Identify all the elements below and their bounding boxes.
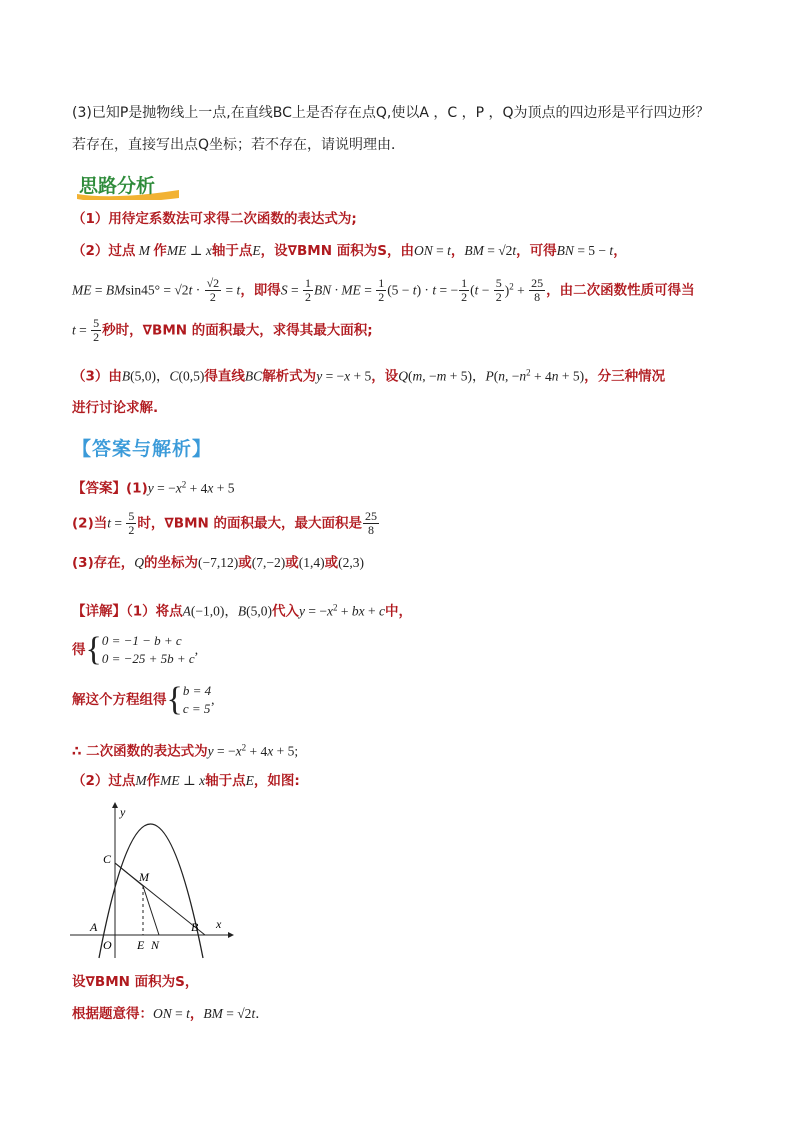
y-axis-arrow [112, 802, 118, 808]
analysis-p4: t = $\frac{5}{2}$ 秒时，∇BMN 的面积最大，求得其最大面积; [72, 316, 373, 344]
text-frag: ，如图: [253, 773, 300, 789]
label-o: O [103, 938, 112, 952]
text-frag: (3)存在， [72, 555, 135, 571]
analysis-p6: 进行讨论求解. [72, 400, 159, 416]
text-frag: (1) [126, 480, 148, 497]
text-frag: 轴于点 [205, 773, 246, 789]
detail-1: 【详解】（1）将点A(−1,0)，B(5,0)代入$y = -x^2$ + bx + c中， [72, 602, 412, 620]
text-frag: ，设∇BMN 面积为S，由 [260, 243, 414, 259]
question-line-2: 若存在，直接写出点Q坐标；若不存在，请说明理由． [72, 137, 406, 153]
text-frag: 【答案】 [72, 480, 126, 497]
text-frag: 作 [153, 243, 167, 259]
text-frag: 秒时，∇BMN 的面积最大，求得其最大面积; [102, 322, 373, 339]
detail-4: ∴ 二次函数的表达式为$y = -x^2 + 4x + 5$; [72, 742, 299, 760]
detail-3: 解这个方程组得{ b = 4 c = 5 , [72, 681, 215, 718]
label-n: N [151, 938, 160, 952]
text-frag: 解这个方程组得 [72, 692, 167, 708]
text-frag: 或 [324, 555, 339, 571]
text-frag: ∴ 二次函数的表达式为 [72, 743, 208, 760]
text-frag: 解析式为 [262, 368, 317, 385]
text-frag: 或 [238, 555, 252, 571]
label-m: M [139, 870, 149, 884]
analysis-p1: （1）用待定系数法可求得二次函数的表达式为; [72, 211, 357, 227]
answer-1: 【答案】$(1)y = -x^2 + 4x + 5$ [72, 479, 235, 497]
text-frag: （2）过点 [72, 773, 136, 789]
text-frag: （1）将点 [126, 603, 183, 620]
question-line-1: (3)已知P是抛物线上一点,在直线BC上是否存在点Q,使以A ，C ，P ，Q为顶点的四边形是平行四边形？ [72, 105, 710, 121]
parabola-figure [68, 800, 238, 960]
detail-7: 根据题意得：ON = t，BM = √2t． [72, 1006, 269, 1022]
analysis-p3: ME = BMsin45° = √2t · $\frac{√2}{2}$ = t，即得S = $\frac{1}{2}$ BN · ME = $\frac{1}{2}$ (5 − t) · t = − $\frac{1}{2}$ (t − $\frac{5}{2}$ )$^2$ + $\frac{25}{8}$ ，由二次函数性质可得当 [72, 276, 695, 304]
detail-2: 得{ 0 = −1 − b + c 0 = −25 + 5b + c , [72, 631, 199, 668]
text-frag: （3）由 [72, 368, 122, 385]
text-frag: ，设 [371, 368, 399, 385]
detail-6: 设∇BMN 面积为S， [72, 974, 199, 990]
label-x: x [216, 917, 222, 931]
answer-2: (2)当t = $\frac{5}{2}$ 时，∇BMN 的面积最大，最大面积是 $\frac{25}{8}$ [72, 509, 378, 537]
label-e: E [137, 938, 145, 952]
label-a: A [90, 920, 98, 934]
detail-5: （2）过点M作ME ⊥ x轴于点E，如图: [72, 773, 300, 789]
text-frag: 得 [72, 642, 86, 658]
text-frag: ，分三种情况 [584, 368, 666, 385]
text-frag: 轴于点 [211, 243, 253, 259]
text-frag: 作 [146, 773, 161, 789]
label-c: C [103, 852, 112, 866]
text-frag: 代入 [272, 603, 300, 620]
label-y: y [120, 805, 126, 819]
x-axis-arrow [228, 932, 234, 938]
analysis-p2: （2）过点 M 作ME ⊥ x轴于点E，设∇BMN 面积为S，由ON = t，BM = √2t，可得BN = 5 − t， [72, 243, 627, 259]
analysis-badge-text: 思路分析 [79, 175, 156, 197]
text-frag: 的坐标为 [143, 555, 198, 571]
text-frag: 或 [285, 555, 299, 571]
analysis-badge [75, 172, 181, 200]
text-frag: 【详解】 [72, 603, 126, 620]
text-frag: ，由二次函数性质可得当 [546, 282, 695, 299]
answer-section-title: 【答案与解析】 [72, 438, 213, 460]
text-frag: ，即得 [240, 282, 281, 299]
line-mn [143, 886, 159, 935]
answer-3: (3)存在，Q的坐标为(−7,12)或(7,−2)或(1,4)或(2,3) [72, 555, 364, 571]
text-frag: 时，∇BMN 的面积最大，最大面积是 [137, 515, 363, 532]
analysis-p5: （3）由B(5,0)，C(0,5)得直线BC解析式为y = −x + 5，设Q(m, −m + 5)，P(n, $-n^2 + 4n + 5$)，分三种情况 [72, 367, 666, 385]
text-frag: （2）过点 [72, 243, 136, 259]
text-frag: 根据题意得： [72, 1006, 153, 1022]
label-b: B [191, 920, 199, 934]
text-frag: (2)当 [72, 515, 108, 532]
text-frag: ，可得 [516, 243, 557, 259]
text-frag: 得直线 [204, 368, 245, 385]
text-frag: 中， [385, 603, 412, 620]
